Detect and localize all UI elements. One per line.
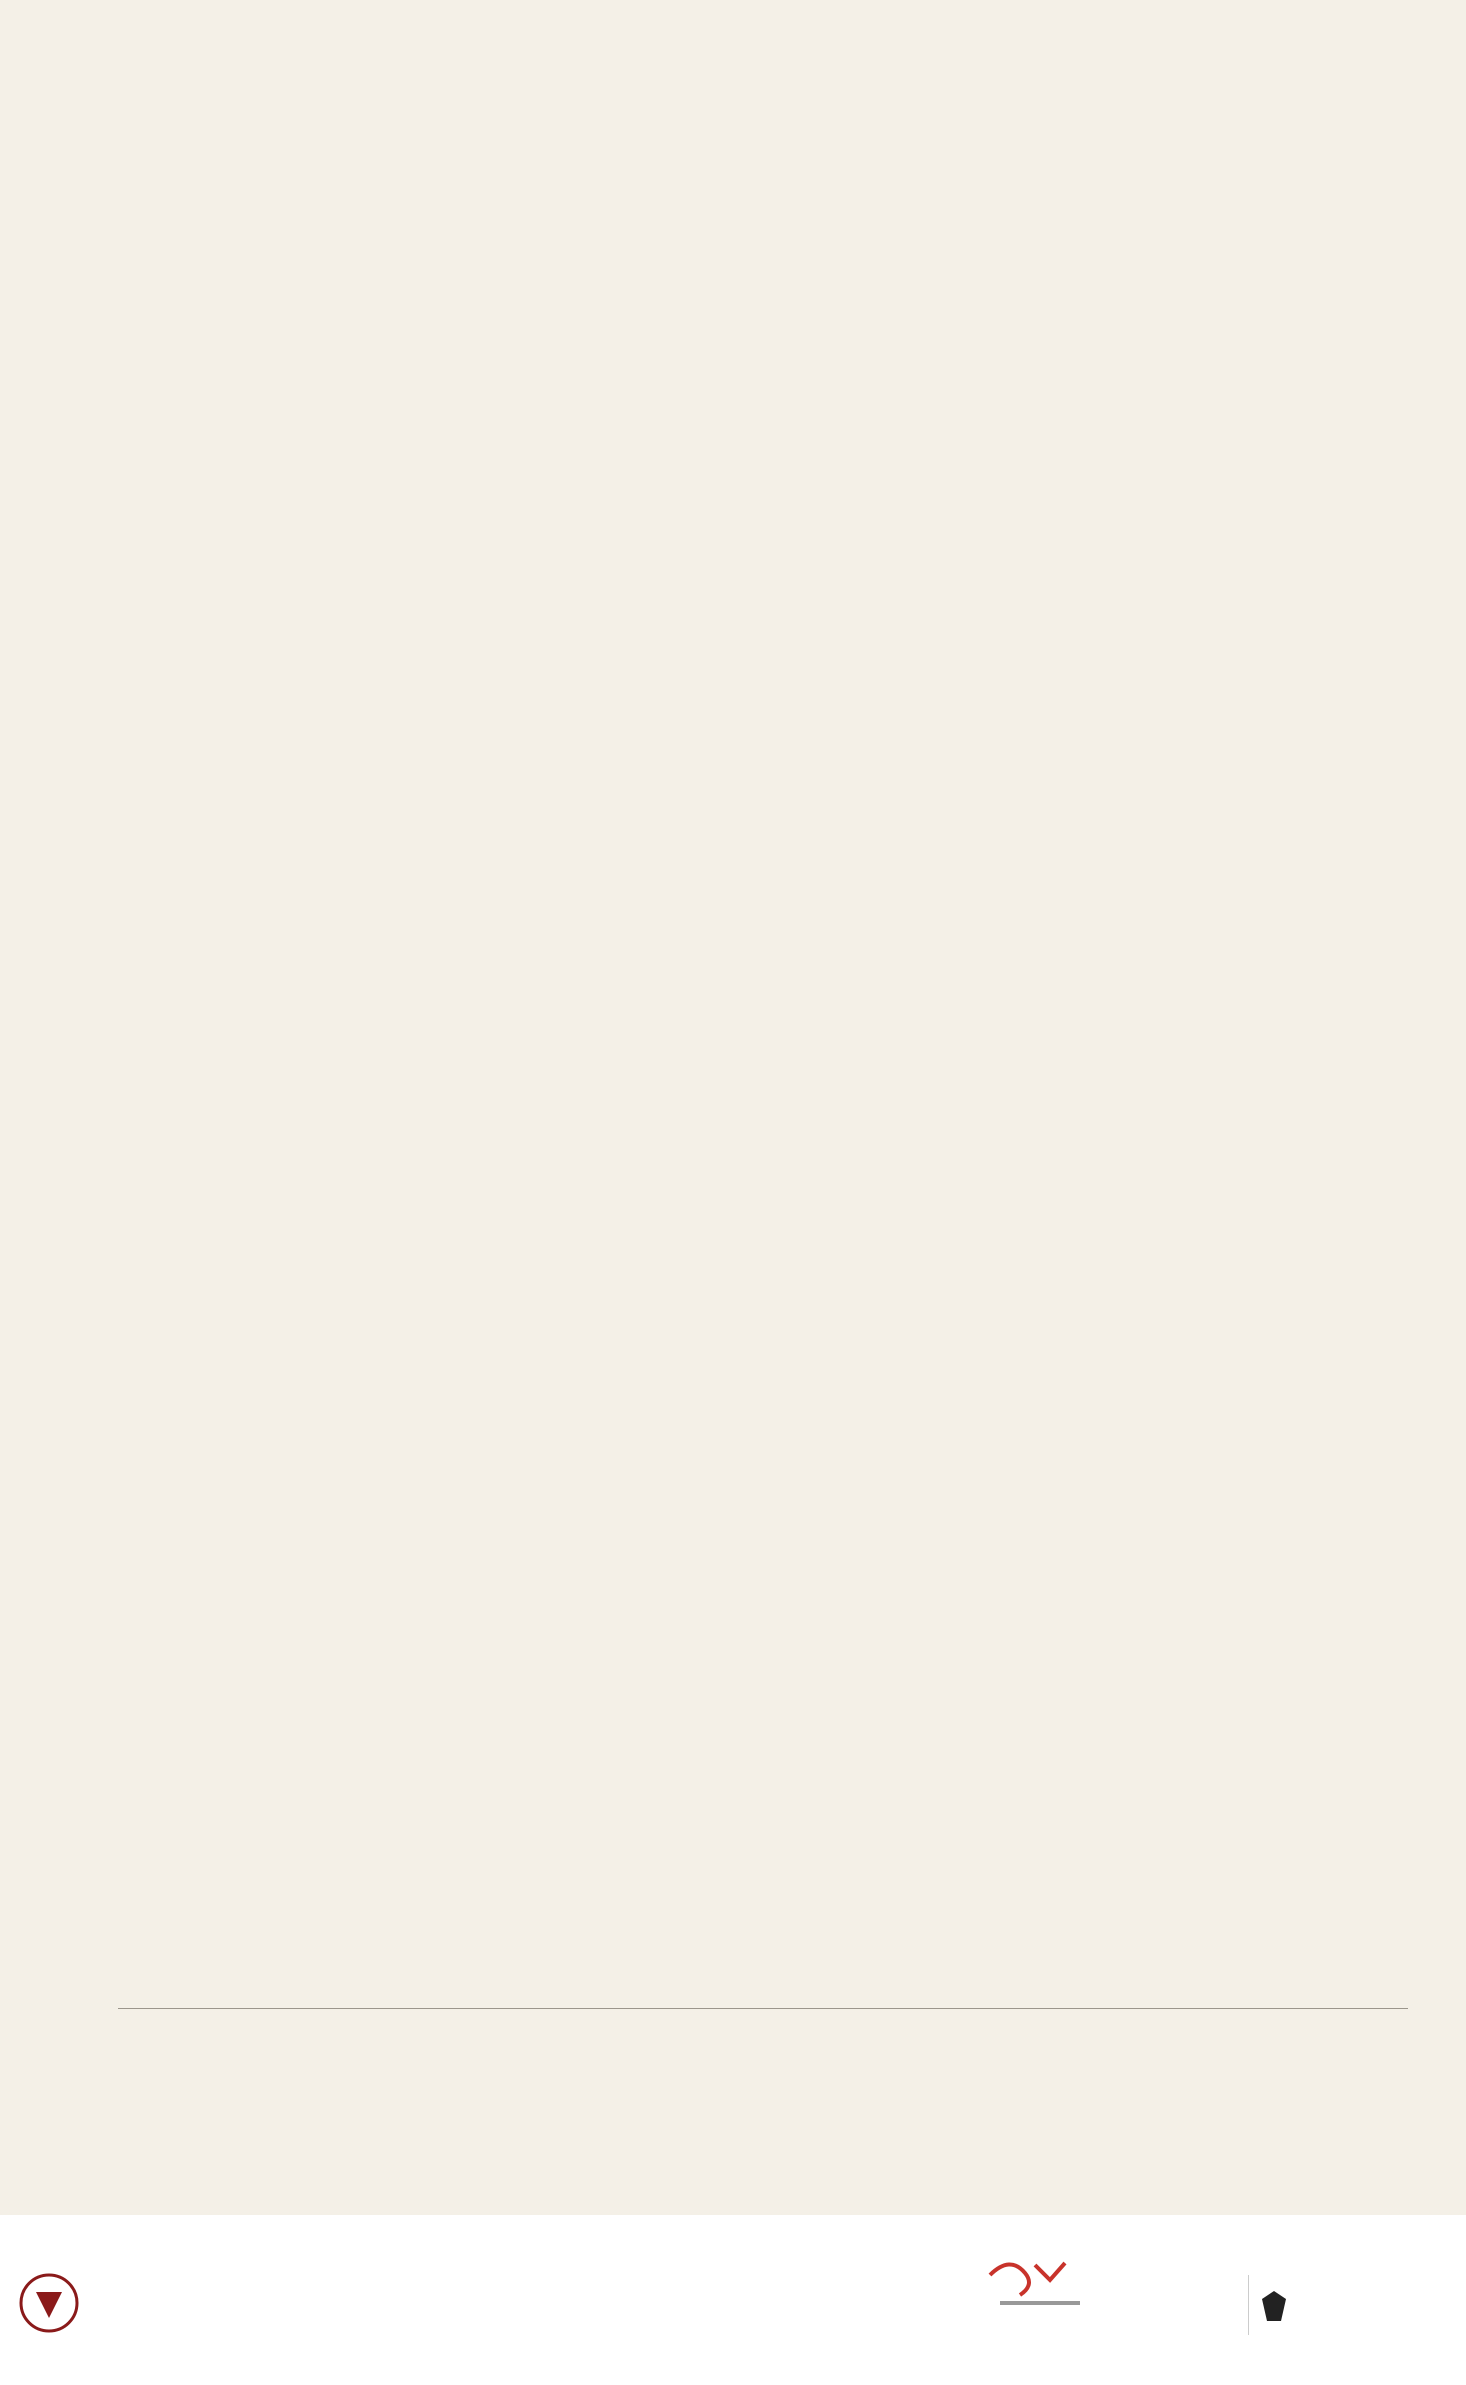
viewer-bottom-bar (0, 2215, 1466, 2385)
federal-eagle-icon (1259, 2289, 1289, 2323)
university-seal-icon[interactable] (18, 2272, 80, 2334)
digital-library-logo-icon[interactable] (980, 2235, 1100, 2315)
government-logo[interactable] (1248, 2275, 1449, 2335)
footer-rule (118, 2008, 1408, 2009)
